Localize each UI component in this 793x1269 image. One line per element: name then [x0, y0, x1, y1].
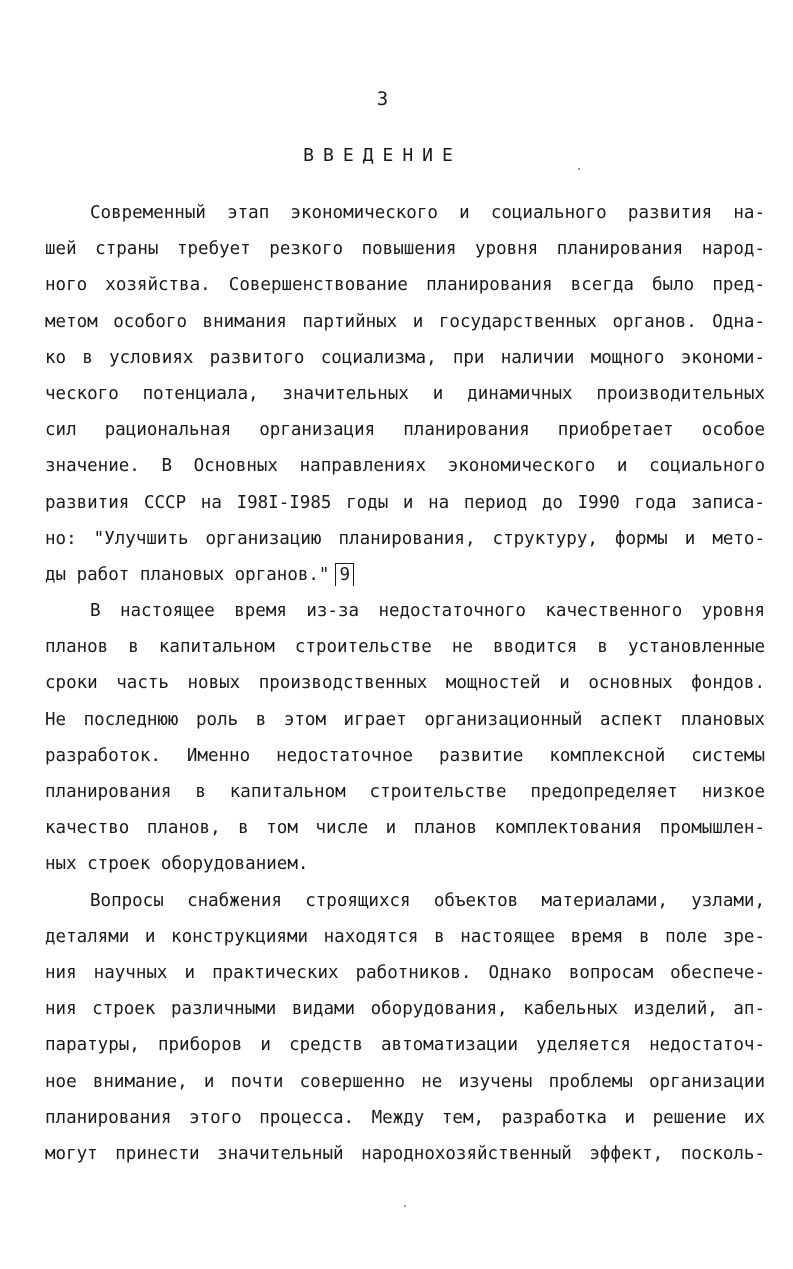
- paragraph-1-line-1: Современный этап экономического и социального развития на-: [90, 203, 765, 223]
- paragraph-1-line-4: метом особого внимания партийных и государственных органов. Одна-: [45, 311, 765, 332]
- paragraph-1-line-8: значение. В Основных направлениях экономического и социального: [45, 456, 765, 477]
- paragraph-1-line-7: сил рациональная организация планирования приобретает особое: [45, 420, 765, 441]
- paragraph-3-line-8: могут принести значительный народнохозяйственный эффект, посколь-: [45, 1143, 765, 1164]
- paragraph-2-line-3: сроки часть новых производственных мощностей и основных фондов.: [45, 673, 765, 694]
- paragraph-1-line-11-text: ды работ плановых органов.": [45, 564, 330, 585]
- paragraph-3-line-6: ное внимание, и почти совершенно не изучены проблемы организации: [45, 1071, 765, 1092]
- paragraph-3-line-7: планирования этого процесса. Между тем, разработка и решение их: [45, 1107, 765, 1128]
- scan-speck: [404, 1205, 406, 1207]
- paragraph-3-line-2: деталями и конструкциями находятся в настоящее время в поле зре-: [45, 926, 765, 947]
- page-number: 3: [376, 88, 389, 110]
- paragraph-1-line-11: [45, 557, 765, 593]
- paragraph-2-line-7: качество планов, в том числе и планов комплектования промышлен-: [45, 818, 765, 839]
- paragraph-2-line-2: планов в капитальном строительстве не вводится в установленные: [45, 637, 765, 658]
- paragraph-1-line-9: развития СССР на I98I-I985 годы и на период до I990 года записа-: [45, 492, 765, 513]
- paragraph-2-line-8: ных строек оборудованием.: [45, 854, 309, 875]
- paragraph-1-line-2: шей страны требует резкого повышения уровня планирования народ-: [45, 239, 765, 260]
- paragraph-2-line-1: В настоящее время из-за недостаточного качественного уровня: [90, 601, 765, 622]
- paragraph-3-line-1: Вопросы снабжения строящихся объектов материалами, узлами,: [90, 890, 765, 911]
- section-heading: ВВЕДЕНИЕ: [303, 145, 462, 166]
- paragraph-1-line-3: ного хозяйства. Совершенствование планирования всегда было пред-: [45, 275, 765, 296]
- paragraph-1-line-10: но: "Улучшить организацию планирования, структуру, формы и мето-: [45, 528, 765, 549]
- paragraph-1-line-6: ческого потенциала, значительных и динамичных производительных: [45, 383, 765, 404]
- paragraph-2-line-6: планирования в капитальном строительстве предопределяет низкое: [45, 782, 765, 802]
- citation-reference: 9: [335, 563, 354, 586]
- paragraph-2-line-5: разработок. Именно недостаточное развитие комплексной системы: [45, 745, 765, 766]
- body-text: [45, 195, 765, 1172]
- paragraph-3-line-3: ния научных и практических работников. Однако вопросам обеспече-: [45, 962, 765, 983]
- paragraph-3-line-4: ния строек различными видами оборудования, кабельных изделий, ап-: [45, 999, 765, 1020]
- scan-speck: [578, 168, 580, 170]
- paragraph-3-line-5: паратуры, приборов и средств автоматизации уделяется недостаточ-: [45, 1035, 765, 1056]
- paragraph-1-line-5: ко в условиях развитого социализма, при наличии мощного экономи-: [45, 347, 765, 368]
- paragraph-2-line-4: Не последнюю роль в этом играет организационный аспект плановых: [45, 709, 765, 730]
